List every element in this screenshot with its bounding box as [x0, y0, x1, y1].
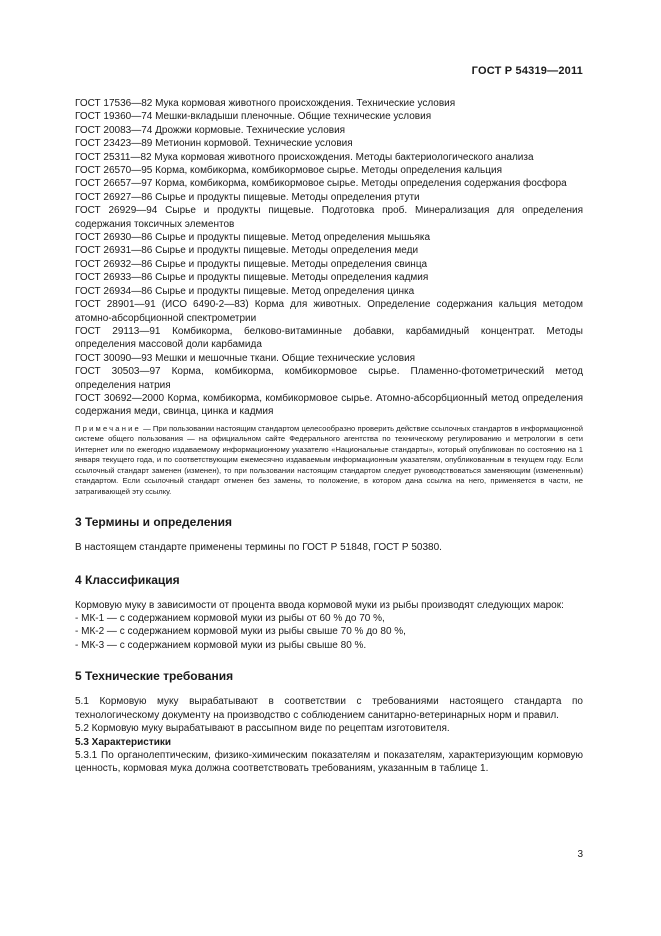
reference-item: ГОСТ 26931—86 Сырье и продукты пищевые. Методы определения меди: [75, 245, 419, 257]
reference-item: ГОСТ 26930—86 Сырье и продукты пищевые. Метод определения мышьяка: [75, 232, 431, 244]
note-paragraph: [75, 424, 583, 498]
reference-item: ГОСТ 30692—2000 Корма, комбикорма, комбикормовое сырье. Атомно-абсорбционный метод определения содержания меди, свинца, цинка и кадмия: [75, 392, 583, 418]
reference-item: ГОСТ 26929—94 Сырье и продукты пищевые. Подготовка проб. Минерализация для определения содержания токсичных элементов: [75, 205, 583, 230]
section-3-heading: 3 Термины и определения: [75, 515, 233, 530]
section-5-2-text: 5.2 Кормовую муку вырабатывают в рассыпном виде по рецептам изготовителя.: [75, 723, 450, 735]
section-3-text: В настоящем стандарте применены термины по ГОСТ Р 51848, ГОСТ Р 50380.: [75, 542, 442, 554]
grade-list-item: - МК-1 — с содержанием кормовой муки из рыбы от 60 % до 70 %,: [75, 613, 385, 625]
note-label: Примечание: [75, 423, 141, 433]
grade-list-item: - МК-3 — с содержанием кормовой муки из рыбы свыше 80 %.: [75, 639, 367, 651]
page-content: [75, 97, 583, 776]
reference-item: ГОСТ 20083—74 Дрожжи кормовые. Технические условия: [75, 124, 346, 136]
reference-item: ГОСТ 25311—82 Мука кормовая животного происхождения. Методы бактериологического анализа: [75, 151, 534, 163]
document-code: ГОСТ Р 54319—2011: [471, 65, 583, 77]
reference-item: ГОСТ 26570—95 Корма, комбикорма, комбикормовое сырье. Методы определения кальция: [75, 165, 502, 177]
section-5-1-text: 5.1 Кормовую муку вырабатывают в соответствии с требованиями настоящего стандарта по технологическому документу на производство с соблюдением санитарно-ветеринарных норм и правил.: [75, 696, 583, 721]
section-4-intro: Кормовую муку в зависимости от процента ввода кормовой муки из рыбы производят следующих марок:: [75, 599, 564, 611]
reference-item: ГОСТ 28901—91 (ИСО 6490-2—83) Корма для животных. Определение содержания кальция методом атомно-абсорбционной спектрометрии: [75, 299, 583, 324]
reference-item: ГОСТ 29113—91 Комбикорма, белково-витаминные добавки, карбамидный концентрат. Методы определения массовой доли карбамида: [75, 325, 583, 351]
grade-list-item: - МК-2 — с содержанием кормовой муки из рыбы свыше 70 % до 80 %,: [75, 626, 406, 638]
references-list: [75, 97, 583, 419]
page-number: 3: [577, 849, 583, 860]
reference-item: ГОСТ 30503—97 Корма, комбикорма, комбикормовое сырье. Пламенно-фотометрический метод определения натрия: [75, 366, 583, 391]
reference-item: ГОСТ 26657—97 Корма, комбикорма, комбикормовое сырье. Методы определения содержания фосфора: [75, 178, 567, 190]
reference-item: ГОСТ 23423—89 Метионин кормовой. Технические условия: [75, 138, 353, 150]
reference-item: ГОСТ 26932—86 Сырье и продукты пищевые. Методы определения свинца: [75, 258, 428, 270]
reference-item: ГОСТ 17536—82 Мука кормовая животного происхождения. Технические условия: [75, 98, 456, 109]
reference-item: ГОСТ 26934—86 Сырье и продукты пищевые. Метод определения цинка: [75, 285, 415, 297]
section-5-3-1-text: 5.3.1 По органолептическим, физико-химическим показателям и показателям, характеризующим кормовую ценность, кормовая мука должна соответствовать требованиям, указанным в таблице 1.: [75, 749, 583, 775]
reference-item: ГОСТ 19360—74 Мешки-вкладыши пленочные. Общие технические условия: [75, 111, 432, 123]
reference-item: ГОСТ 26927—86 Сырье и продукты пищевые. Методы определения ртути: [75, 191, 420, 203]
reference-item: ГОСТ 30090—93 Мешки и мешочные ткани. Общие технические условия: [75, 352, 416, 364]
note-text: — При пользовании настоящим стандартом целесообразно проверить действие ссылочных стандартов в информационной системе общего пользования — на официальном сайте Федерального агентства по техническому регулированию и метрологии в сети Интернет или по ежегодно издаваемому информационному указателю «Национальные стандарты», который опубликован по состоянию на 1 января текущего года, и по соответствующим ежемесячно издаваемым информационным указателям, опубликованным в текущем году. Если ссылочный стандарт заменен (изменен), то при пользовании настоящим стандартом следует руководствоваться заменяющим (измененным) стандартом. Если ссылочный стандарт отменен без замены, то положение, в котором дана ссылка на него, применяется в части, не затрагивающей эту ссылку.: [75, 423, 583, 496]
section-5-heading: 5 Технические требования: [75, 669, 234, 684]
reference-item: ГОСТ 26933—86 Сырье и продукты пищевые. Методы определения кадмия: [75, 272, 429, 284]
section-5-3-heading: 5.3 Характеристики: [75, 736, 172, 748]
section-4-heading: 4 Классификация: [75, 572, 180, 587]
